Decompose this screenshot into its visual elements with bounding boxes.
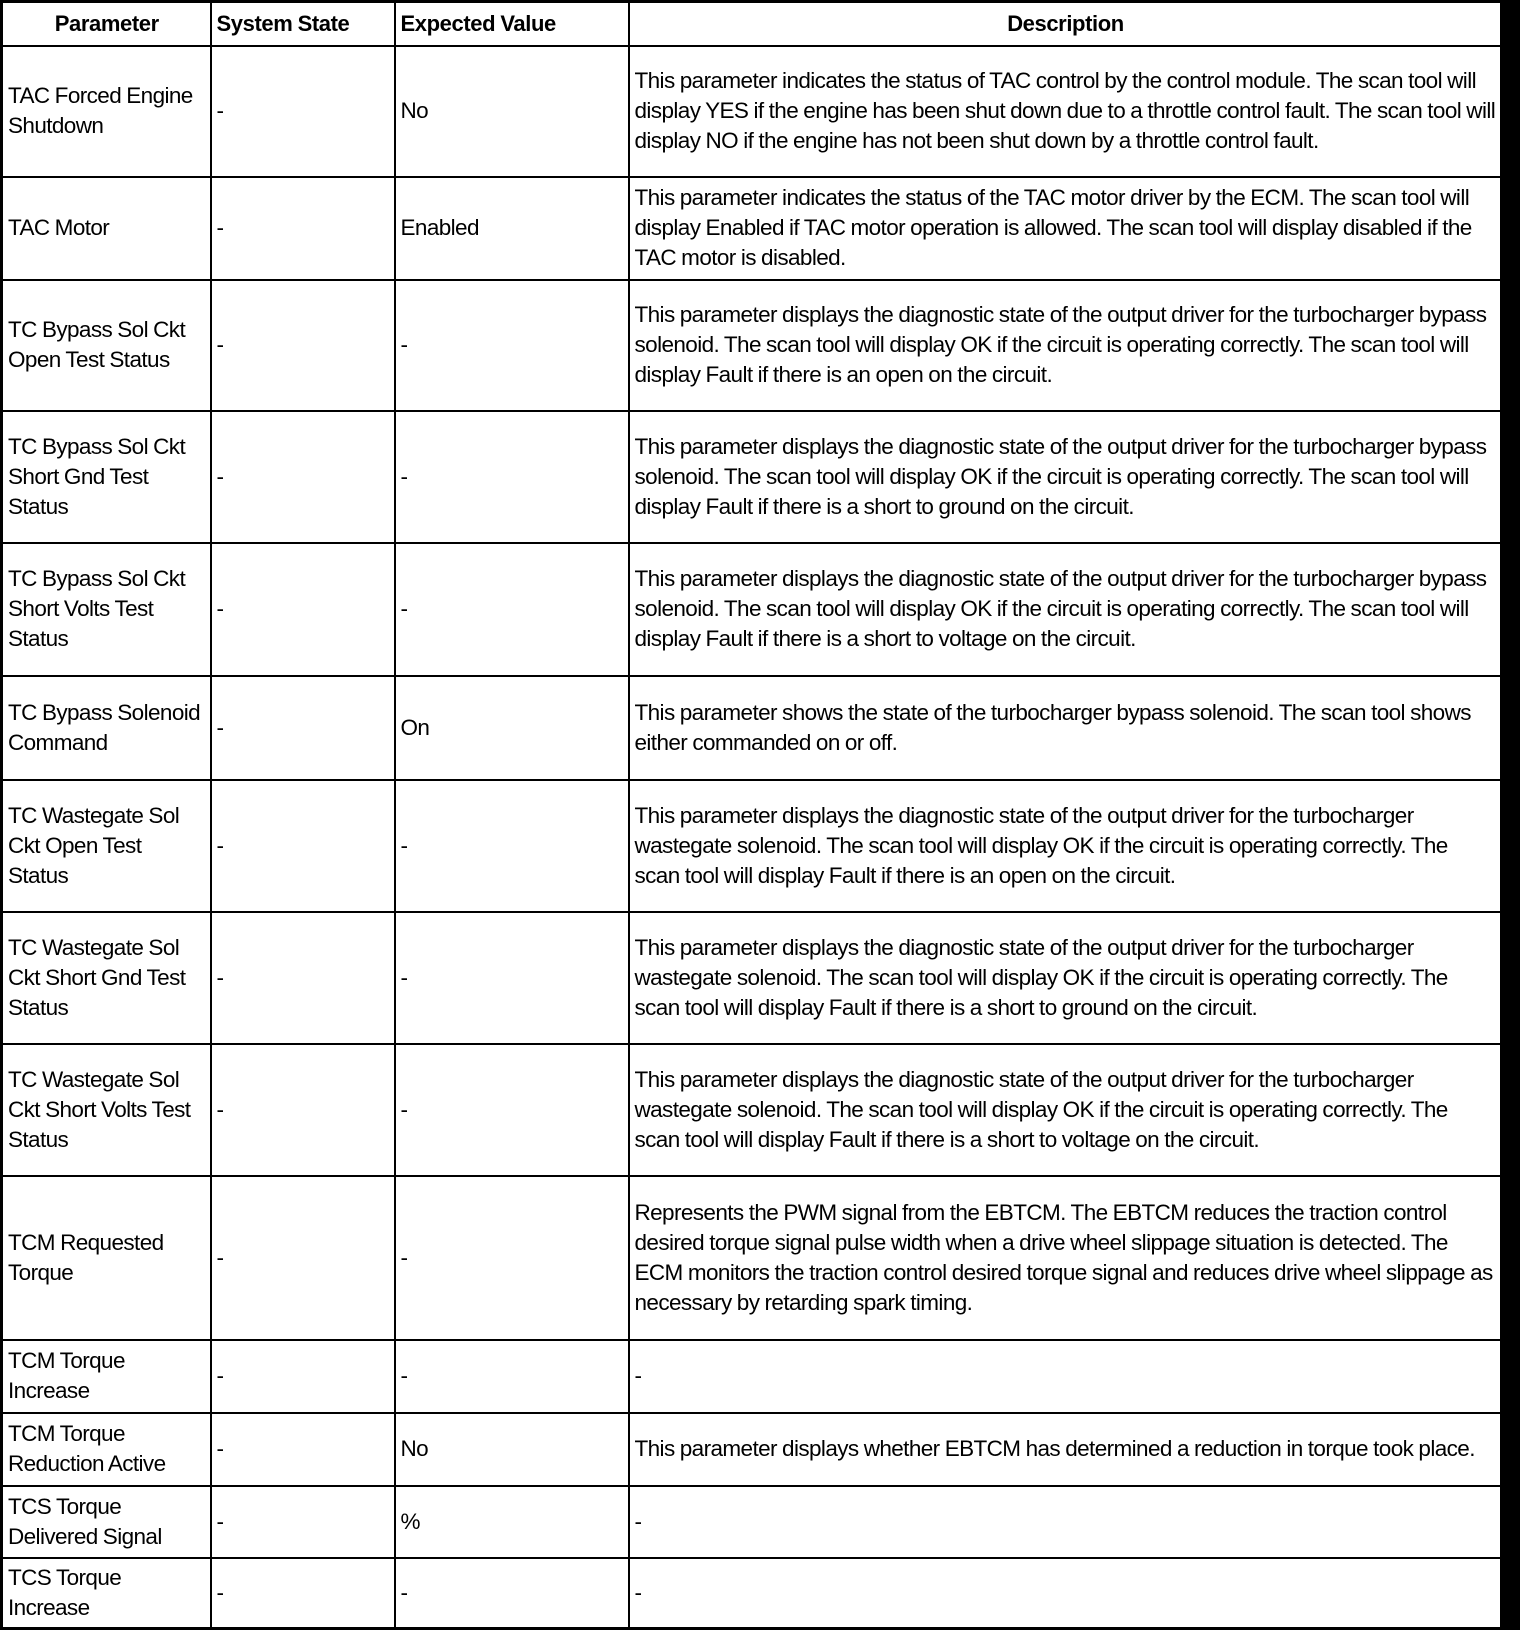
cell-description: This parameter indicates the status of the TAC motor driver by the ECM. The scan tool will display Enabled if TAC motor operation is allowed. The scan tool will display disabled if the TAC motor is disabled. xyxy=(629,177,1502,280)
cell-system-state: - xyxy=(211,543,395,676)
header-system-state: System State xyxy=(211,2,395,46)
cell-system-state: - xyxy=(211,1413,395,1486)
cell-description: This parameter displays the diagnostic state of the output driver for the turbocharger wastegate solenoid. The scan tool will display OK if the circuit is operating correctly. The scan tool will display Fault if there is an open on the circuit. xyxy=(629,780,1502,912)
cell-expected-value: % xyxy=(395,1486,629,1558)
table-row xyxy=(2,46,1502,177)
cell-system-state: - xyxy=(211,280,395,411)
cell-system-state: - xyxy=(211,1340,395,1413)
cell-system-state: - xyxy=(211,676,395,780)
cell-description: This parameter displays the diagnostic state of the output driver for the turbocharger wastegate solenoid. The scan tool will display OK if the circuit is operating correctly. The scan tool will display Fault if there is a short to voltage on the circuit. xyxy=(629,1044,1502,1176)
table-row xyxy=(2,411,1502,543)
table-row xyxy=(2,1044,1502,1176)
header-description: Description xyxy=(629,2,1502,46)
cell-expected-value: - xyxy=(395,1044,629,1176)
cell-system-state: - xyxy=(211,411,395,543)
cell-parameter: TCM Torque Increase xyxy=(2,1340,211,1413)
cell-expected-value: - xyxy=(395,912,629,1044)
cell-expected-value: - xyxy=(395,1340,629,1413)
cell-expected-value: - xyxy=(395,411,629,543)
cell-description: This parameter displays the diagnostic state of the output driver for the turbocharger bypass solenoid. The scan tool will display OK if the circuit is operating correctly. The scan tool will display Fault if there is a short to ground on the circuit. xyxy=(629,411,1502,543)
cell-system-state: - xyxy=(211,1044,395,1176)
table-row xyxy=(2,177,1502,280)
cell-description: This parameter displays the diagnostic state of the output driver for the turbocharger wastegate solenoid. The scan tool will display OK if the circuit is operating correctly. The scan tool will display Fault if there is a short to ground on the circuit. xyxy=(629,912,1502,1044)
cell-description: - xyxy=(629,1558,1502,1629)
cell-parameter: TC Bypass Sol Ckt Open Test Status xyxy=(2,280,211,411)
cell-parameter: TC Wastegate Sol Ckt Open Test Status xyxy=(2,780,211,912)
cell-system-state: - xyxy=(211,1558,395,1629)
cell-expected-value: No xyxy=(395,1413,629,1486)
cell-system-state: - xyxy=(211,1486,395,1558)
table-row xyxy=(2,280,1502,411)
cell-parameter: TCM Requested Torque xyxy=(2,1176,211,1340)
cell-expected-value: - xyxy=(395,1176,629,1340)
table-row xyxy=(2,543,1502,676)
cell-parameter: TCM Torque Reduction Active xyxy=(2,1413,211,1486)
table-row xyxy=(2,912,1502,1044)
cell-expected-value: - xyxy=(395,780,629,912)
cell-parameter: TCS Torque Delivered Signal xyxy=(2,1486,211,1558)
cell-parameter: TC Wastegate Sol Ckt Short Gnd Test Status xyxy=(2,912,211,1044)
cell-expected-value: On xyxy=(395,676,629,780)
cell-parameter: TC Bypass Solenoid Command xyxy=(2,676,211,780)
cell-description: This parameter displays the diagnostic state of the output driver for the turbocharger bypass solenoid. The scan tool will display OK if the circuit is operating correctly. The scan tool will display Fault if there is an open on the circuit. xyxy=(629,280,1502,411)
table-row xyxy=(2,1558,1502,1629)
table-row xyxy=(2,780,1502,912)
cell-description: This parameter displays whether EBTCM has determined a reduction in torque took place. xyxy=(629,1413,1502,1486)
cell-expected-value: - xyxy=(395,543,629,676)
table-header-row xyxy=(2,2,1502,46)
table-row xyxy=(2,676,1502,780)
cell-system-state: - xyxy=(211,177,395,280)
cell-parameter: TC Bypass Sol Ckt Short Gnd Test Status xyxy=(2,411,211,543)
cell-parameter: TAC Motor xyxy=(2,177,211,280)
cell-description: This parameter indicates the status of TAC control by the control module. The scan tool will display YES if the engine has been shut down due to a throttle control fault. The scan tool will display NO if the engine has not been shut down by a throttle control fault. xyxy=(629,46,1502,177)
cell-parameter: TC Bypass Sol Ckt Short Volts Test Status xyxy=(2,543,211,676)
cell-parameter: TAC Forced Engine Shutdown xyxy=(2,46,211,177)
header-expected-value: Expected Value xyxy=(395,2,629,46)
table-row xyxy=(2,1176,1502,1340)
cell-parameter: TCS Torque Increase xyxy=(2,1558,211,1629)
cell-system-state: - xyxy=(211,46,395,177)
cell-parameter: TC Wastegate Sol Ckt Short Volts Test Status xyxy=(2,1044,211,1176)
cell-expected-value: - xyxy=(395,1558,629,1629)
cell-system-state: - xyxy=(211,912,395,1044)
cell-description: - xyxy=(629,1340,1502,1413)
cell-expected-value: No xyxy=(395,46,629,177)
cell-description: This parameter shows the state of the turbocharger bypass solenoid. The scan tool shows either commanded on or off. xyxy=(629,676,1502,780)
cell-description: This parameter displays the diagnostic state of the output driver for the turbocharger bypass solenoid. The scan tool will display OK if the circuit is operating correctly. The scan tool will display Fault if there is a short to voltage on the circuit. xyxy=(629,543,1502,676)
table-row xyxy=(2,1486,1502,1558)
header-parameter: Parameter xyxy=(2,2,211,46)
table-row xyxy=(2,1413,1502,1486)
cell-description: Represents the PWM signal from the EBTCM. The EBTCM reduces the traction control desired torque signal pulse width when a drive wheel slippage situation is detected. The ECM monitors the traction control desired torque signal and reduces drive wheel slippage as necessary by retarding spark timing. xyxy=(629,1176,1502,1340)
cell-expected-value: Enabled xyxy=(395,177,629,280)
cell-expected-value: - xyxy=(395,280,629,411)
table-row xyxy=(2,1340,1502,1413)
cell-description: - xyxy=(629,1486,1502,1558)
cell-system-state: - xyxy=(211,780,395,912)
cell-system-state: - xyxy=(211,1176,395,1340)
